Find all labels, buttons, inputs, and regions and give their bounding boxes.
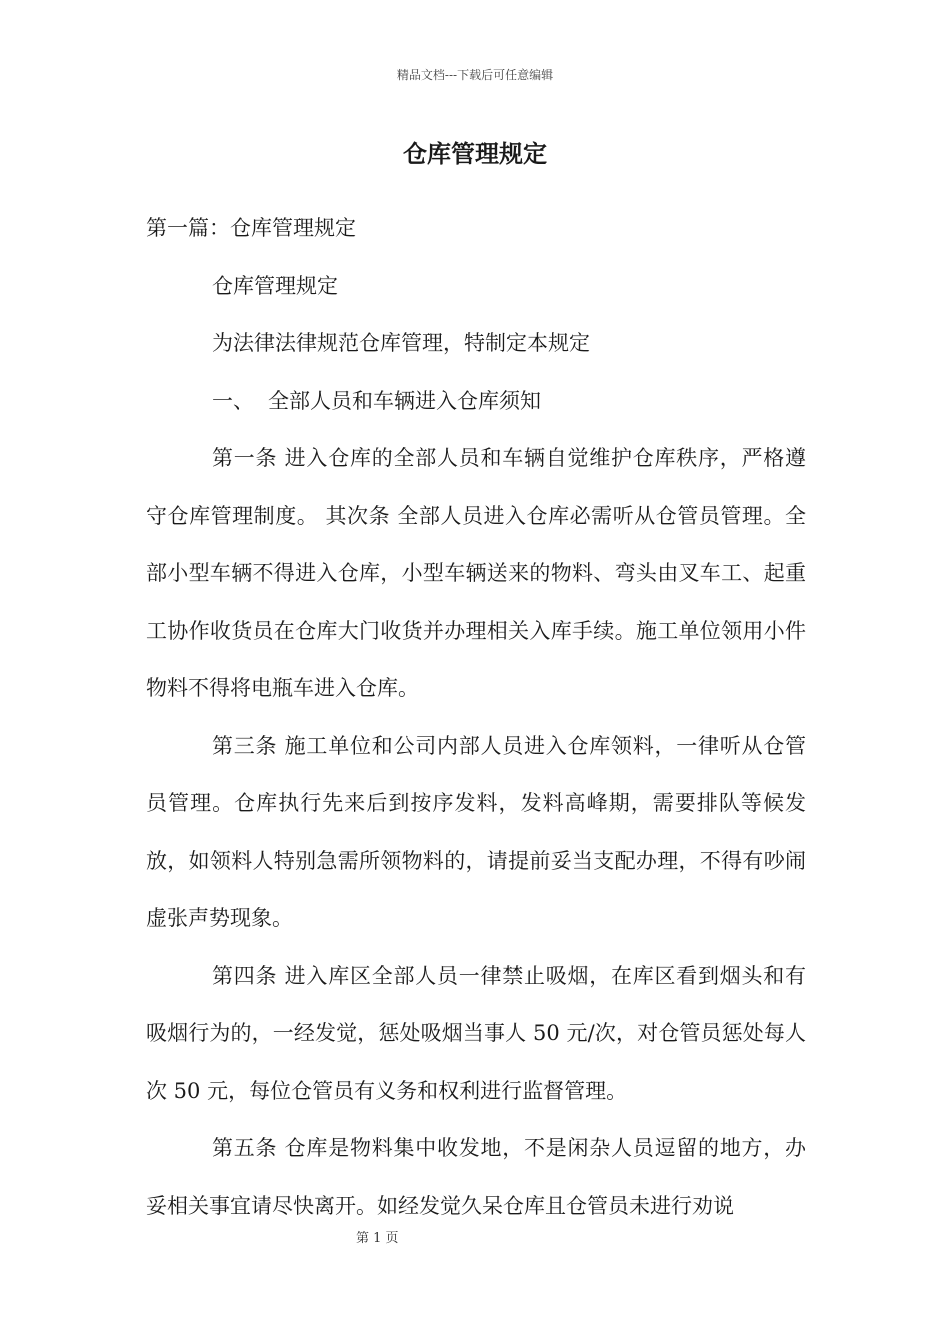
page-header: 精品文档---下载后可任意编辑 <box>396 68 554 82</box>
part-heading: 第一篇：仓库管理规定 <box>146 216 356 240</box>
section-number: 一、 <box>212 388 254 413</box>
section-text: 全部人员和车辆进入仓库须知 <box>268 388 541 413</box>
page-footer: 第 1 页 <box>356 1231 399 1246</box>
intro-paragraph: 为法律法律规范仓库管理，特制定本规定 <box>212 331 590 355</box>
document-body <box>146 200 806 1235</box>
document-title: 仓库管理规定 <box>403 139 547 168</box>
article-paragraph: 第一条 进入仓库的全部人员和车辆自觉维护仓库秩序，严格遵守仓库管理制度。 其次条 全部人员进入仓库必需听从仓管员管理。全部小型车辆不得进入仓库，小型车辆送来的物料、弯头由叉车工、起重工协作收货员在仓库大门收货并办理相关入库手续。施工单位领用小件物料不得将电瓶车进入仓库。 <box>146 446 806 700</box>
section-heading <box>146 373 806 431</box>
article-paragraph: 第五条 仓库是物料集中收发地，不是闲杂人员逗留的地方，办妥相关事宜请尽快离开。如经发觉久呆仓库且仓管员未进行劝说 <box>146 1136 806 1218</box>
subtitle: 仓库管理规定 <box>212 273 338 298</box>
article-paragraph: 第四条 进入库区全部人员一律禁止吸烟，在库区看到烟头和有吸烟行为的，一经发觉，惩处吸烟当事人 50 元/次，对仓管员惩处每人次 50 元，每位仓管员有义务和权利进行监督管理。 <box>146 963 806 1103</box>
article-paragraph: 第三条 施工单位和公司内部人员进入仓库领料，一律听从仓管员管理。仓库执行先来后到按序发料，发料高峰期，需要排队等候发放，如领料人特别急需所领物料的，请提前妥当支配办理，不得有吵闹虚张声势现象。 <box>146 733 806 930</box>
